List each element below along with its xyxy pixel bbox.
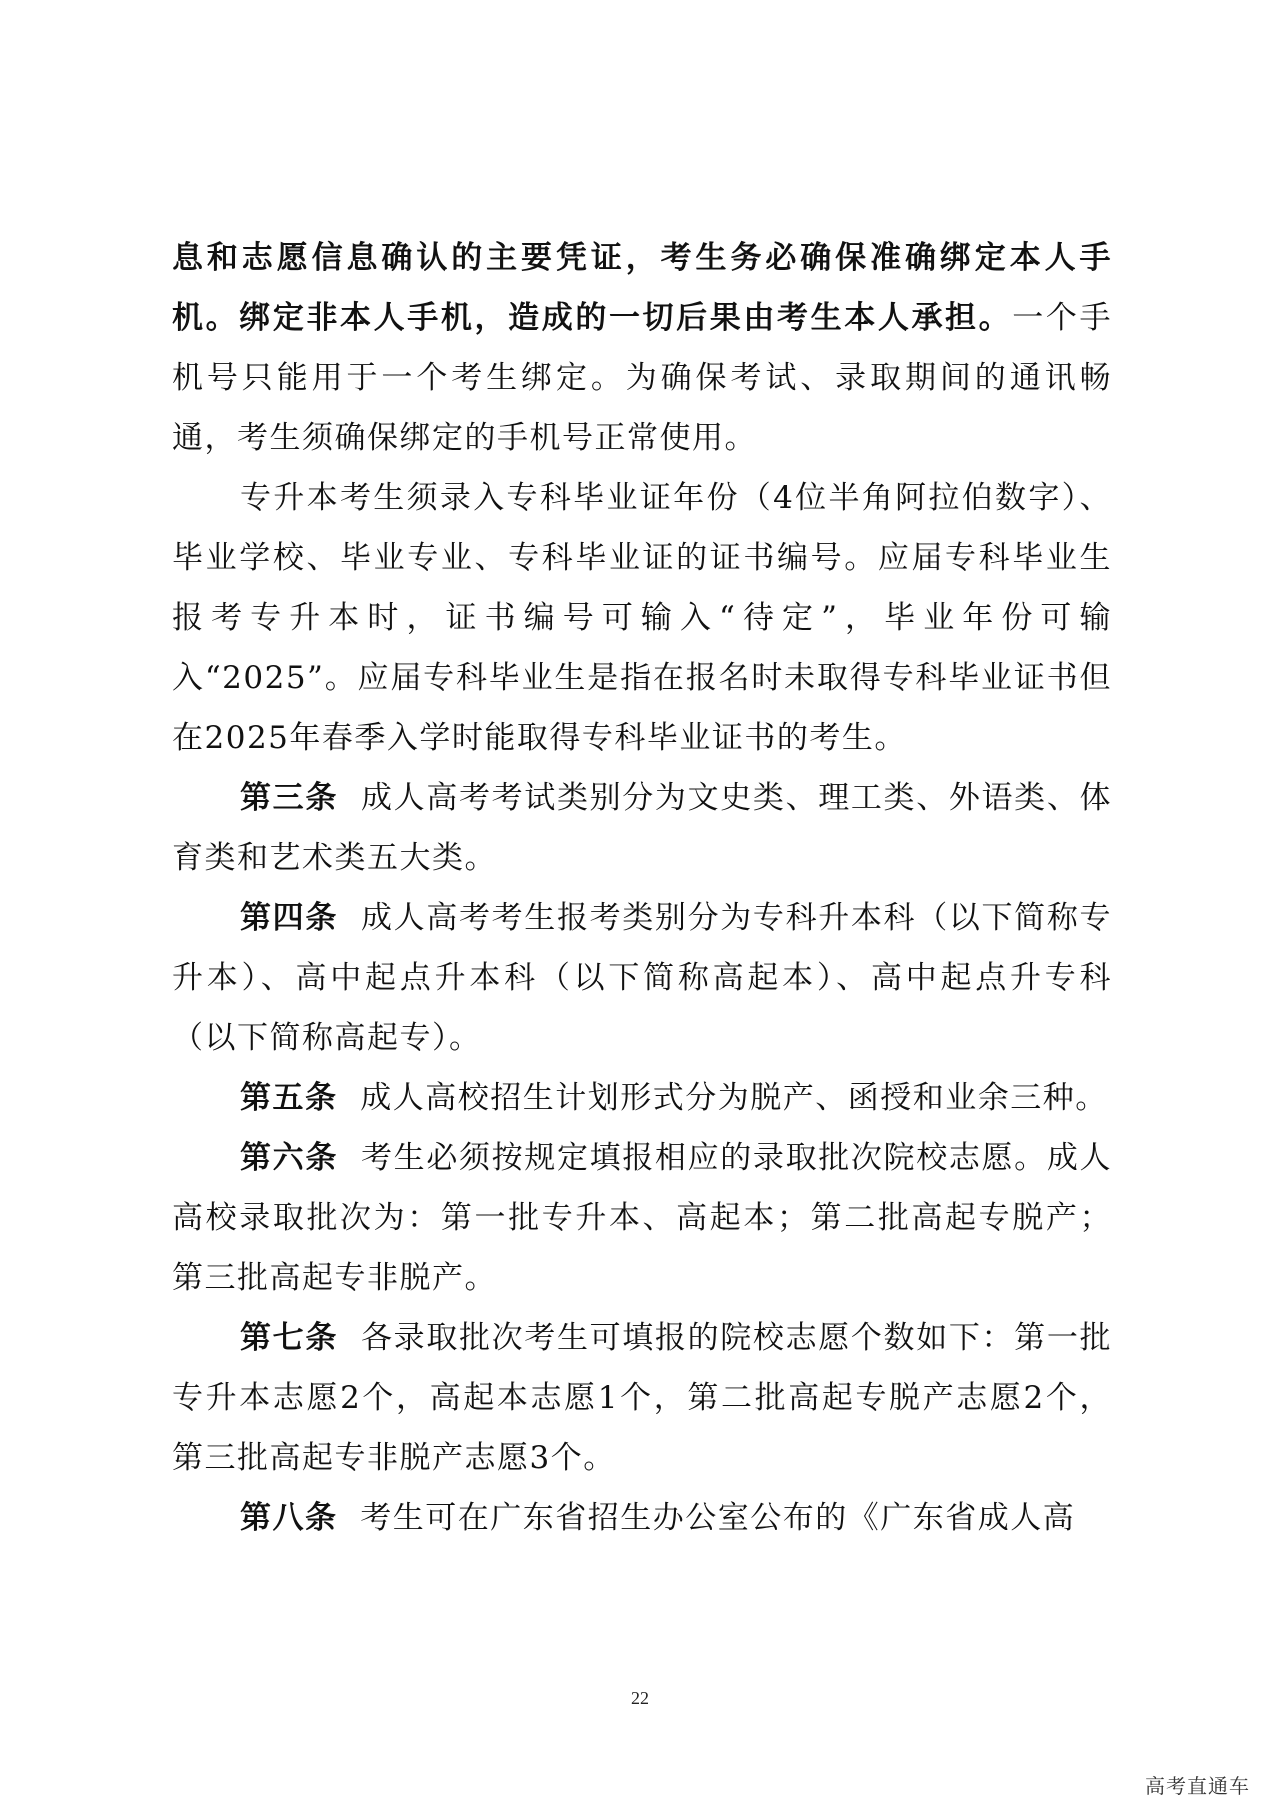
article-heading: 第八条 — [240, 1500, 338, 1536]
document-body — [172, 228, 1112, 1548]
paragraph-article-7 — [172, 1308, 1112, 1488]
paragraph-article-4 — [172, 888, 1112, 1068]
body-text: 各录取批次考生可填报的院校志愿个数如下：第一批专升本志愿2个，高起本志愿1个，第二批高起专脱产志愿2个，第三批高起专非脱产志愿3个。 — [172, 1320, 1112, 1476]
article-heading: 第六条 — [240, 1140, 338, 1176]
body-text: 考生必须按规定填报相应的录取批次院校志愿。成人高校录取批次为：第一批专升本、高起本；第二批高起专脱产；第三批高起专非脱产。 — [172, 1140, 1112, 1296]
watermark-text: 高考直通车 — [1145, 1774, 1250, 1798]
body-text: 考生可在广东省招生办公室公布的《广东省成人高 — [337, 1500, 1076, 1536]
article-heading: 第四条 — [240, 900, 338, 936]
paragraph-article-5 — [172, 1068, 1112, 1128]
paragraph-article-3 — [172, 768, 1112, 888]
article-heading: 第五条 — [240, 1080, 338, 1116]
paragraph-article-8 — [172, 1488, 1112, 1548]
body-text: 成人高校招生计划形式分为脱产、函授和业余三种。 — [337, 1080, 1108, 1116]
body-text: 成人高考考试类别分为文史类、理工类、外语类、体育类和艺术类五大类。 — [172, 780, 1112, 876]
article-heading: 第七条 — [240, 1320, 338, 1356]
page-number: 22 — [631, 1688, 649, 1708]
paragraph-phone-binding — [172, 228, 1112, 468]
article-heading: 第三条 — [240, 780, 338, 816]
paragraph-upgrade-students — [172, 468, 1112, 768]
bold-text: 息和志愿信息确认的主要凭证，考生务必确保准确绑定本人手机。绑定非本人手机，造成的一切后果由考生本人承担。 — [172, 240, 1112, 336]
body-text: 成人高考考生报考类别分为专科升本科（以下简称专升本）、高中起点升本科（以下简称高起本）、高中起点升专科（以下简称高起专）。 — [172, 900, 1112, 1056]
paragraph-article-6 — [172, 1128, 1112, 1308]
body-text: 专升本考生须录入专科毕业证年份（4位半角阿拉伯数字）、毕业学校、毕业专业、专科毕业证的证书编号。应届专科毕业生报考专升本时，证书编号可输入“待定”，毕业年份可输入“2025”。应届专科毕业生是指在报名时未取得专科毕业证书但在2025年春季入学时能取得专科毕业证书的考生。 — [172, 480, 1112, 756]
body-text: 一个手机号只能用于一个考生绑定。为确保考试、录取期间的通讯畅通，考生须确保绑定的手机号正常使用。 — [172, 300, 1113, 456]
